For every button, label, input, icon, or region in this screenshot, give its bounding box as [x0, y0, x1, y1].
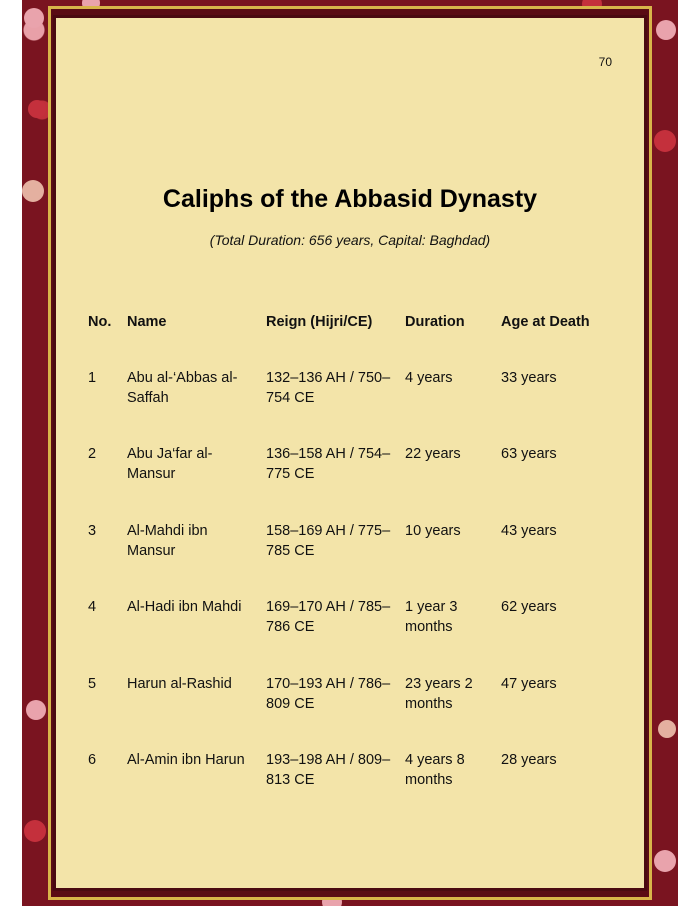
cell-reign: 158–169 AH / 775–785 CE	[266, 523, 391, 559]
page-number: 70	[598, 55, 612, 69]
cell-age: 28 years	[501, 752, 557, 768]
cell-no: 6	[88, 752, 97, 768]
header-reign: Reign (Hijri/CE)	[266, 314, 373, 330]
cell-age: 33 years	[501, 370, 557, 386]
page-title: Caliphs of the Abbasid Dynasty	[162, 185, 538, 213]
cell-no: 5	[88, 676, 97, 692]
cell-name: Al-Hadi ibn Mahdi	[127, 599, 242, 615]
header-no: No.	[88, 314, 112, 330]
cell-age: 62 years	[501, 599, 557, 615]
rose-decoration	[656, 20, 676, 40]
header-name: Name	[127, 314, 167, 330]
cell-reign: 136–158 AH / 754–775 CE	[266, 446, 391, 482]
cell-no: 2	[88, 446, 97, 462]
cell-duration: 1 year 3 months	[405, 599, 458, 635]
cell-no: 4	[88, 599, 97, 615]
cell-reign: 132–136 AH / 750–754 CE	[266, 370, 391, 406]
cell-duration: 4 years 8 months	[405, 752, 465, 788]
rose-decoration	[24, 820, 46, 842]
cell-reign: 193–198 AH / 809–813 CE	[266, 752, 391, 788]
cell-reign: 169–170 AH / 785–786 CE	[266, 599, 391, 635]
cell-duration: 4 years	[405, 370, 453, 386]
cell-duration: 23 years 2 months	[405, 676, 473, 712]
cell-reign: 170–193 AH / 786–809 CE	[266, 676, 391, 712]
rose-decoration	[658, 720, 676, 738]
cell-no: 1	[88, 370, 97, 386]
cell-name: Al-Amin ibn Harun	[127, 752, 245, 768]
rose-decoration	[654, 130, 676, 152]
header-age-at-death: Age at Death	[501, 314, 590, 330]
rose-decoration	[24, 8, 44, 28]
cell-duration: 10 years	[405, 523, 461, 539]
cell-age: 63 years	[501, 446, 557, 462]
cell-name: Abu al-‘Abbas al-Saffah	[127, 370, 238, 406]
cell-age: 47 years	[501, 676, 557, 692]
cell-name: Abu Ja‘far al-Mansur	[127, 446, 213, 482]
cell-name: Al-Mahdi ibn Mansur	[127, 523, 208, 559]
cell-age: 43 years	[501, 523, 557, 539]
rose-decoration	[28, 100, 46, 118]
cell-name: Harun al-Rashid	[127, 676, 232, 692]
rose-decoration	[654, 850, 676, 872]
page-subtitle: (Total Duration: 656 years, Capital: Baghdad)	[209, 232, 491, 248]
cell-no: 3	[88, 523, 97, 539]
header-duration: Duration	[405, 314, 465, 330]
cell-duration: 22 years	[405, 446, 461, 462]
rose-decoration	[26, 700, 46, 720]
